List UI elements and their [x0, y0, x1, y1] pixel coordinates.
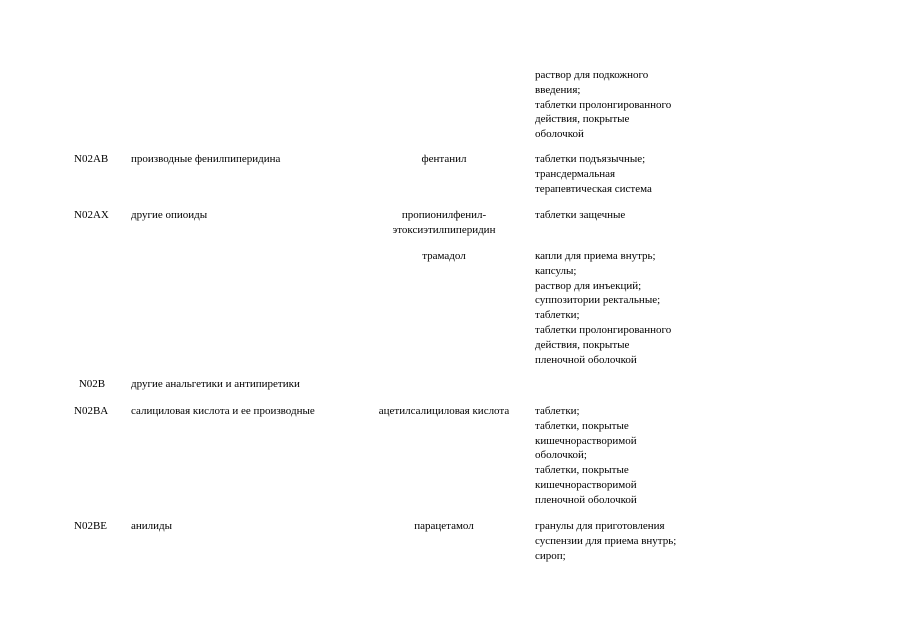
active-substance	[358, 152, 530, 167]
substance-line: парацетамол	[414, 520, 474, 532]
dosage-form-line: пленочной оболочкой	[535, 493, 637, 506]
dosage-form-line: терапевтическая система	[535, 182, 652, 195]
dosage-form-line: суспензии для приема внутрь;	[535, 534, 677, 547]
dosage-form-line: капли для приема внутрь;	[535, 250, 656, 262]
dosage-form-line: трансдермальная	[535, 167, 616, 180]
dosage-forms	[535, 519, 755, 563]
active-substance	[358, 249, 530, 264]
active-substance	[358, 404, 530, 419]
dosage-form-line: оболочкой	[535, 128, 584, 141]
atc-code: N02BA	[74, 405, 109, 417]
dosage-form-line: суппозитории ректальные;	[535, 294, 661, 307]
dosage-form-line: действия, покрытые	[535, 113, 630, 126]
dosage-forms	[535, 208, 755, 223]
atc-code: N02BE	[74, 520, 107, 532]
active-substance	[358, 208, 530, 238]
dosage-form-line: кишечнорастворимой	[535, 434, 637, 447]
atc-group-name: другие опиоиды	[131, 209, 208, 221]
dosage-form-line: капсулы;	[535, 264, 577, 277]
atc-code: N02AB	[74, 153, 109, 165]
dosage-forms	[535, 68, 755, 142]
dosage-form-line: действия, покрытые	[535, 338, 630, 351]
dosage-form-line: гранулы для приготовления	[535, 520, 665, 532]
atc-group-name: анилиды	[131, 520, 173, 532]
dosage-form-line: таблетки защечные	[535, 209, 626, 221]
atc-group-name: салициловая кислота и ее производные	[131, 405, 315, 417]
dosage-form-line: таблетки;	[535, 309, 580, 322]
dosage-form-line: оболочкой;	[535, 449, 587, 462]
dosage-forms	[535, 404, 755, 508]
substance-line: пропионилфенил-	[401, 209, 487, 221]
dosage-form-line: введения;	[535, 83, 581, 96]
atc-code: N02B	[78, 378, 106, 390]
dosage-form-line: таблетки, покрытые	[535, 419, 629, 432]
dosage-form-line: пленочной оболочкой	[535, 353, 637, 366]
dosage-form-line: сироп;	[535, 549, 566, 562]
active-substance	[358, 519, 530, 534]
dosage-form-line: раствор для подкожного	[535, 69, 649, 81]
dosage-form-line: таблетки подъязычные;	[535, 153, 646, 165]
substance-line: фентанил	[421, 153, 467, 165]
dosage-form-line: таблетки, покрытые	[535, 464, 629, 477]
dosage-form-line: таблетки пролонгированного	[535, 98, 672, 111]
atc-group-name: другие анальгетики и антипиретики	[131, 378, 300, 390]
dosage-form-line: таблетки пролонгированного	[535, 323, 672, 336]
dosage-forms	[535, 249, 755, 367]
atc-group-name: производные фенилпиперидина	[131, 153, 281, 165]
atc-code: N02AX	[74, 209, 109, 221]
dosage-form-line: кишечнорастворимой	[535, 478, 637, 491]
dosage-forms	[535, 152, 755, 196]
substance-line: трамадол	[422, 250, 466, 262]
substance-line: ацетилсалициловая кислота	[378, 405, 510, 417]
dosage-form-line: раствор для инъекций;	[535, 279, 642, 292]
dosage-form-line: таблетки;	[535, 405, 580, 417]
substance-line: этоксиэтилпиперидин	[392, 223, 496, 236]
